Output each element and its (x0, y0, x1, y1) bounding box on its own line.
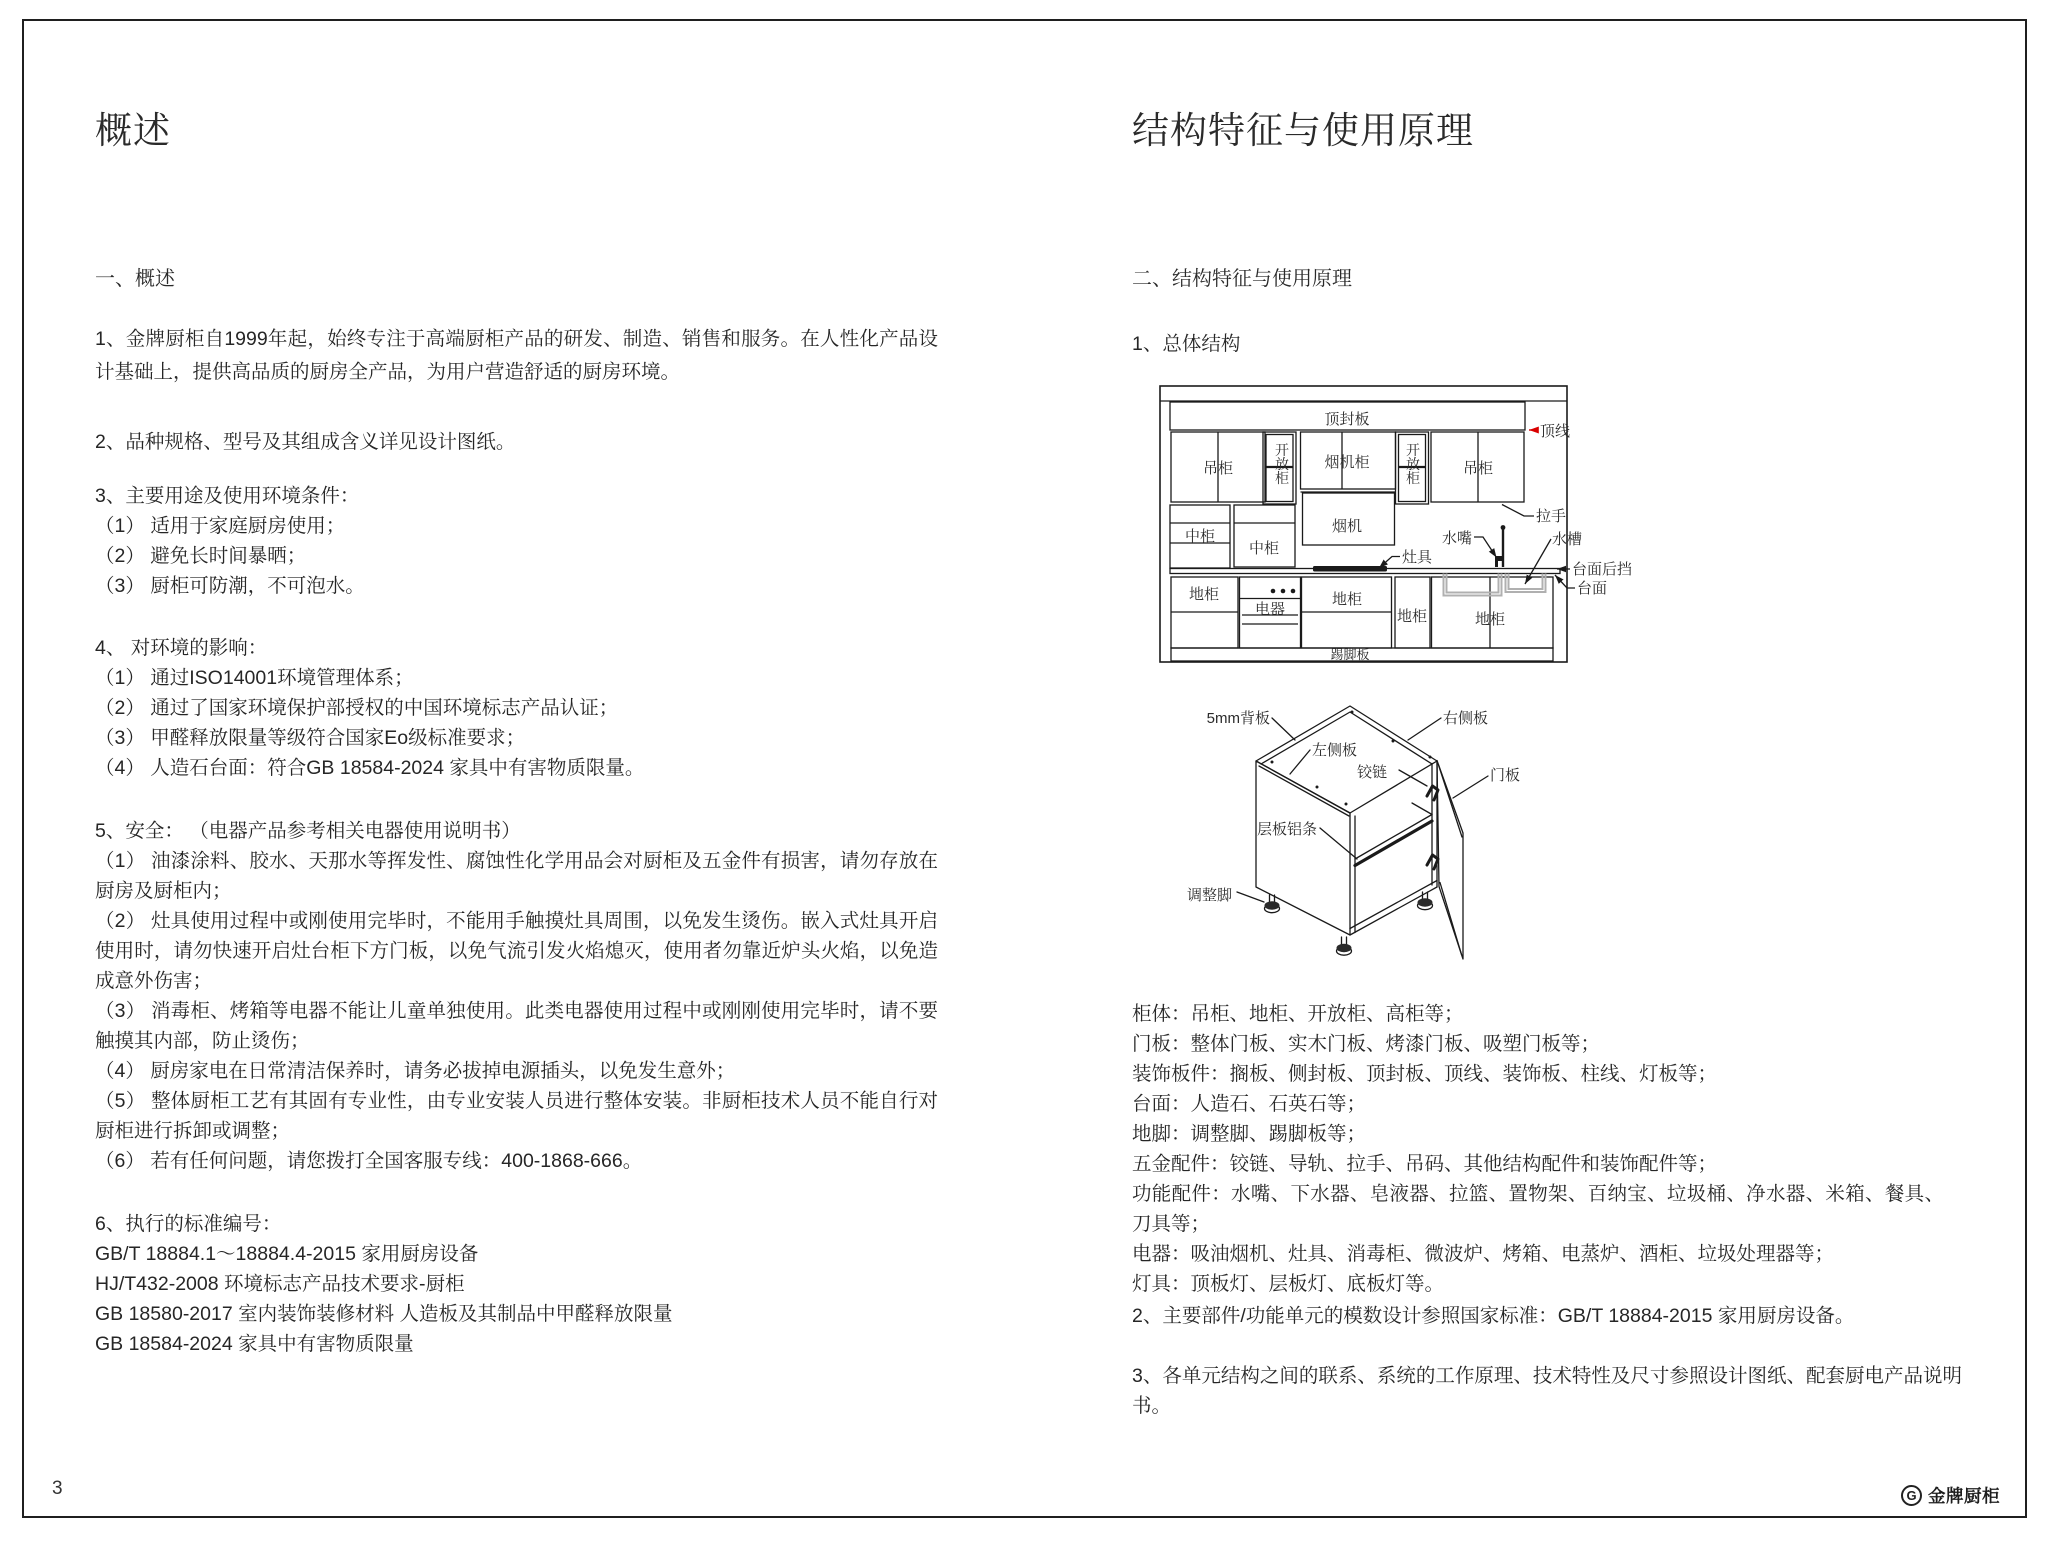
standard-line: GB 18580-2017 室内装饰装修材料 人造板及其制品中甲醛释放限量 (95, 1303, 673, 1325)
right-paragraph-3: 3、各单元结构之间的联系、系统的工作原理、技术特性及尺寸参照设计图纸、配套厨电产品说明书。 (1132, 1365, 1962, 1417)
page-title-right: 结构特征与使用原理 (1132, 110, 1474, 151)
list-item: （2） 避免长时间暴晒； (95, 545, 307, 567)
label-hood-cabinet: 烟机柜 (1324, 454, 1370, 471)
list-item: （4） 厨房家电在日常清洁保养时，请务必拔掉电源插头，以免发生意外； (95, 1060, 736, 1082)
label-open-cabinet: 开放柜 (1275, 442, 1289, 486)
list-item: （3） 消毒柜、烤箱等电器不能让儿童单独使用。此类电器使用过程中或刚刚使用完毕时，请不要触摸其内部，防止烫伤； (95, 1000, 938, 1052)
subsection-1: 1、总体结构 (1132, 333, 1241, 355)
label-wall-cabinet: 吊柜 (1202, 460, 1234, 477)
page-number: 3 (52, 1478, 63, 1499)
component-line: 门板：整体门板、实木门板、烤漆门板、吸塑门板等； (1132, 1033, 1601, 1055)
brand-name: 金牌厨柜 (1928, 1486, 2000, 1506)
component-line: 电器：吸油烟机、灶具、消毒柜、微波炉、烤箱、电蒸炉、酒柜、垃圾处理器等； (1132, 1243, 1835, 1265)
label-kick-board: 踢脚板 (1330, 647, 1370, 662)
label-cooktop: 灶具 (1402, 549, 1433, 566)
list-item: （3） 甲醛释放限量等级符合国家Eo级标准要求； (95, 727, 526, 749)
door-panel-shape (1437, 761, 1463, 960)
section-heading-1: 一、概述 (95, 268, 175, 290)
components-list (1132, 999, 1944, 1299)
label-shelf-strip: 层板铝条 (1257, 821, 1318, 838)
page-title-left: 概述 (95, 110, 171, 151)
label-base-cabinet: 地柜 (1331, 591, 1363, 608)
label-adjust-leg: 调整脚 (1187, 887, 1233, 904)
label-base-cabinet: 地柜 (1474, 611, 1506, 628)
brand-logo (1901, 1483, 2000, 1508)
label-top-seal-board: 顶封板 (1324, 411, 1370, 428)
shelf-aluminum-strip (1355, 821, 1432, 866)
standard-line: HJ/T432-2008 环境标志产品技术要求-厨柜 (95, 1273, 465, 1295)
section-5-heading: 5、安全： （电器产品参考相关电器使用说明书） (95, 820, 521, 842)
cooktop-icon (1313, 566, 1387, 572)
component-line: 台面：人造石、石英石等； (1132, 1093, 1367, 1115)
right-paragraph-2: 2、主要部件/功能单元的模数设计参照国家标准：GB/T 18884-2015 家用厨房设备。 (1132, 1305, 1855, 1327)
component-line: 地脚：调整脚、踢脚板等； (1132, 1123, 1367, 1145)
section-6 (95, 1209, 938, 1359)
kitchen-elevation-diagram (1150, 380, 1650, 670)
standard-line: GB 18584-2024 家具中有害物质限量 (95, 1333, 414, 1355)
label-door-panel: 门板 (1490, 767, 1521, 784)
shelf-top-edge (1355, 815, 1432, 860)
list-item: （2） 通过了国家环境保护部授权的中国环境标志产品认证； (95, 697, 619, 719)
mid-cabinet-2 (1234, 505, 1295, 567)
section-3-heading: 3、主要用途及使用环境条件： (95, 485, 360, 507)
list-item: （1） 通过ISO14001环境管理体系； (95, 667, 414, 689)
label-mid-cabinet: 中柜 (1184, 528, 1216, 545)
label-wall-cabinet: 吊柜 (1462, 460, 1494, 477)
component-line: 柜体：吊柜、地柜、开放柜、高柜等； (1132, 1003, 1464, 1025)
brand-g-icon: G (1901, 1485, 1922, 1506)
list-item: （5） 整体厨柜工艺有其固有专业性，由专业安装人员进行整体安装。非厨柜技术人员不能自行对厨柜进行拆卸或调整； (95, 1090, 938, 1142)
faucet-icon (1495, 525, 1505, 567)
section-6-heading: 6、执行的标准编号： (95, 1213, 282, 1235)
label-base-cabinet: 地柜 (1396, 608, 1428, 625)
label-sink: 水槽 (1552, 531, 1583, 548)
section-heading-2: 二、结构特征与使用原理 (1132, 268, 1352, 290)
list-item: （1） 适用于家庭厨房使用； (95, 515, 346, 537)
label-hood: 烟机 (1331, 518, 1363, 535)
foot-base-fill (1265, 898, 1433, 952)
label-left-panel: 左侧板 (1312, 742, 1358, 759)
section-5 (95, 816, 938, 1176)
label-handle: 拉手 (1536, 508, 1567, 525)
component-line: 功能配件：水嘴、下水器、皂液器、拉篮、置物架、百纳宝、垃圾桶、净水器、米箱、餐具、刀具等； (1132, 1183, 1944, 1235)
cabinet-top-face (1256, 706, 1437, 813)
label-appliance: 电器 (1254, 601, 1286, 618)
handle-leader (1502, 505, 1534, 517)
label-counter: 台面 (1577, 580, 1608, 597)
list-item: （6） 若有任何问题，请您拨打全国客服专线：400-1868-666。 (95, 1150, 643, 1172)
standard-line: GB/T 18884.1～18884.4-2015 家用厨房设备 (95, 1243, 479, 1265)
appliance-knobs (1271, 589, 1296, 594)
label-right-panel: 右侧板 (1443, 710, 1489, 727)
label-back-board: 5mm背板 (1206, 710, 1270, 727)
list-item: （2） 灶具使用过程中或刚使用完毕时，不能用手触摸灶具周围，以免发生烫伤。嵌入式灶具开启使用时，请勿快速开启灶台柜下方门板，以免气流引发火焰熄灭，使用者勿靠近炉头火焰，以免造成意外伤害； (95, 910, 938, 992)
section-3 (95, 481, 938, 601)
list-item: （3） 厨柜可防潮，不可泡水。 (95, 575, 365, 597)
component-line: 灯具：顶板灯、层板灯、底板灯等。 (1132, 1273, 1445, 1295)
paragraph-1: 1、金牌厨柜自1999年起，始终专注于高端厨柜产品的研发、制造、销售和服务。在人性化产品设计基础上，提供高品质的厨房全产品，为用户营造舒适的厨房环境。 (95, 328, 938, 383)
section-4-heading: 4、 对环境的影响： (95, 637, 268, 659)
section-4 (95, 633, 938, 783)
label-open-cabinet: 开放柜 (1406, 442, 1420, 486)
component-line: 装饰板件：搁板、侧封板、顶封板、顶线、装饰板、柱线、灯板等； (1132, 1063, 1718, 1085)
faucet-leader (1474, 537, 1497, 558)
list-item: （1） 油漆涂料、胶水、天那水等挥发性、腐蚀性化学用品会对厨柜及五金件有损害，请勿存放在厨房及厨柜内； (95, 850, 938, 902)
label-counter-back: 台面后挡 (1572, 561, 1633, 578)
label-mid-cabinet: 中柜 (1248, 540, 1280, 557)
list-item: （4） 人造石台面：符合GB 18584-2024 家具中有害物质限量。 (95, 757, 645, 779)
label-hinge: 铰链 (1357, 764, 1388, 781)
label-faucet: 水嘴 (1442, 530, 1473, 547)
cabinet-structure-diagram (1150, 690, 1650, 1020)
paragraph-2: 2、品种规格、型号及其组成含义详见设计图纸。 (95, 431, 516, 453)
component-line: 五金配件：铰链、导轨、拉手、吊码、其他结构配件和装饰配件等； (1132, 1153, 1718, 1175)
label-crown-line: 顶线 (1540, 423, 1571, 440)
label-base-cabinet: 地柜 (1188, 586, 1220, 603)
